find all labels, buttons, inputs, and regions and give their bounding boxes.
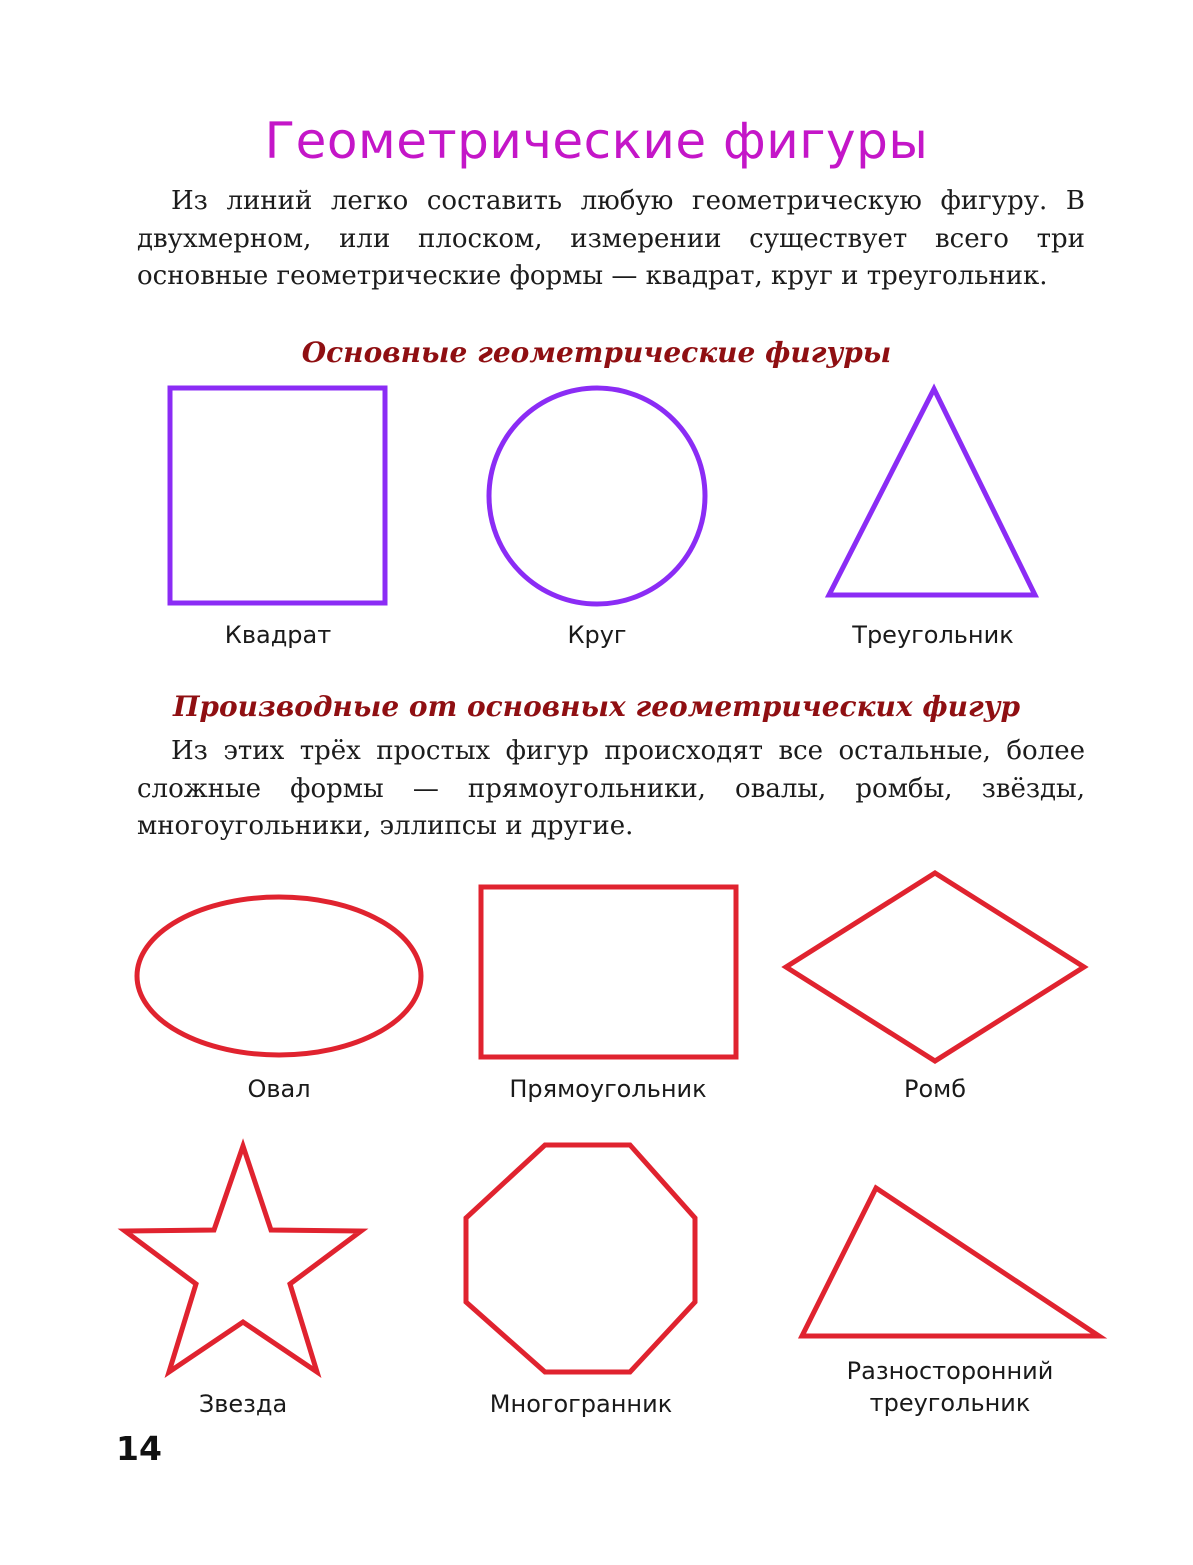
square-label: Квадрат	[224, 621, 332, 649]
star-shape	[125, 1146, 361, 1372]
basic-shapes-heading: Основные геометрические фигуры	[301, 336, 892, 369]
derived-shapes-heading: Производные от основных геометрических фигур	[172, 690, 1021, 723]
circle-shape	[489, 388, 705, 604]
scalene-triangle-label-line2: треугольник	[869, 1389, 1031, 1417]
circle-label: Круг	[567, 621, 627, 649]
intro-text: Из линий легко составить любую геометрическую фигуру. В двухмерном, или плоском, измерении существует всего три основные геометрические формы — квадрат, круг и треугольник.	[137, 186, 1085, 291]
derived-paragraph	[137, 733, 1085, 846]
rectangle-label: Прямоугольник	[509, 1075, 707, 1103]
rhombus-shape	[786, 873, 1084, 1061]
square-shape	[170, 388, 385, 603]
triangle-label: Треугольник	[852, 621, 1014, 649]
oval-label: Овал	[247, 1075, 311, 1103]
octagon-shape	[466, 1145, 695, 1372]
scalene-triangle-label-line1: Разносторонний	[846, 1357, 1054, 1385]
page-title: Геометрические фигуры	[264, 112, 929, 170]
scalene-triangle-shape	[802, 1188, 1099, 1336]
star-label: Звезда	[198, 1390, 288, 1418]
scalene-triangle-label	[800, 1355, 1100, 1419]
polygon-label: Многогранник	[489, 1390, 673, 1418]
page-number: 14	[116, 1429, 162, 1468]
rectangle-shape	[481, 887, 736, 1057]
triangle-shape	[829, 389, 1035, 595]
derived-text: Из этих трёх простых фигур происходят все остальные, более сложные формы — прямоугольники, овалы, ромбы, звёзды, многоугольники, эллипсы и другие.	[137, 736, 1085, 841]
rhombus-label: Ромб	[903, 1075, 967, 1103]
oval-shape	[137, 897, 421, 1055]
